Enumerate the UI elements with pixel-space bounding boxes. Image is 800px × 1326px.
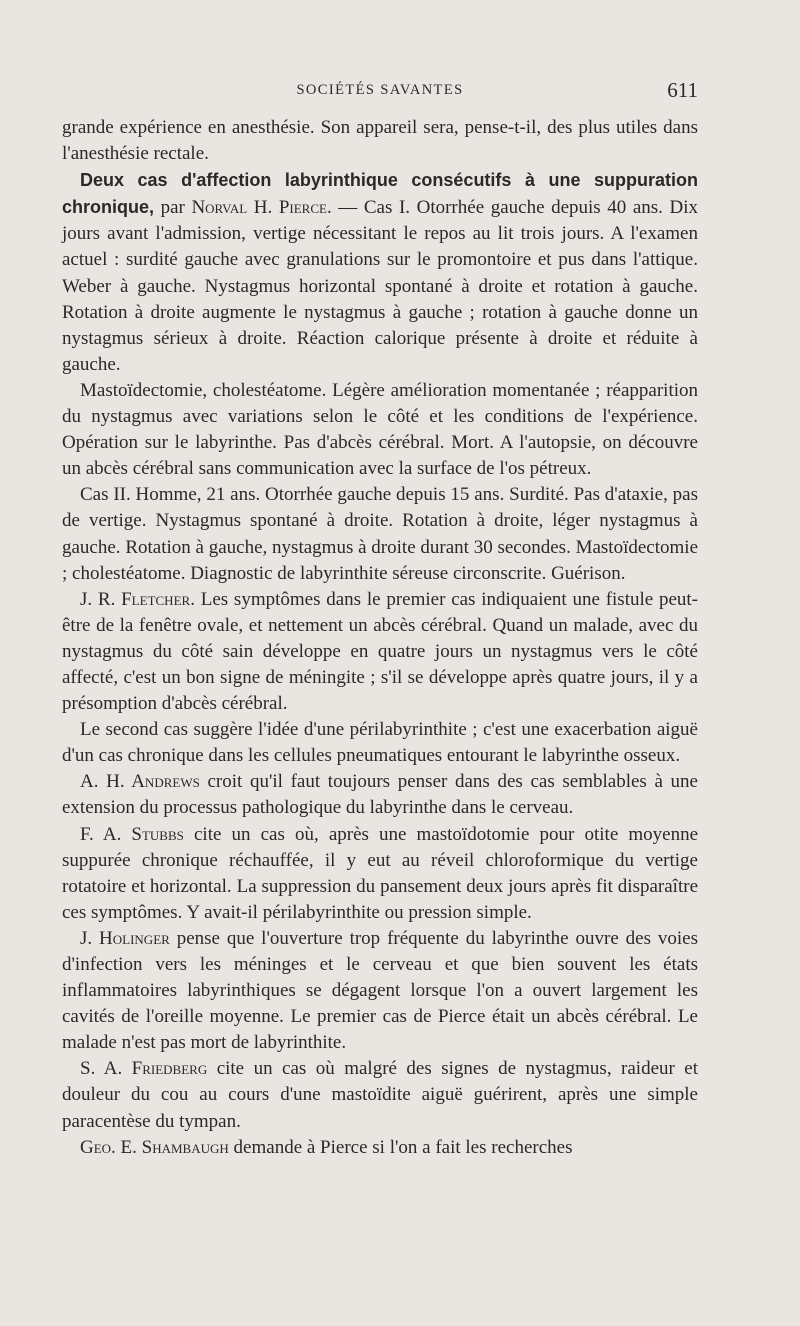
discussant-name: A. H. Andrews xyxy=(80,771,200,793)
paragraph-text: . — Cas I. Otorrhée gauche depuis 40 ans. Dix jours avant l'admission, vertige nécessitant le repos au lit trois jours. A l'examen actuel : surdité gauche avec granulations sur le promontoire et pus dans l'attique. Weber à gauche. Nystagmus horizontal spontané à droite et rotation à gauche. Rotation à droite augmente le nystagmus à gauche ; rotation à gauche donne un nystagmus sérieux à droite. Réaction calorique présente à droite et réduite à gauche. xyxy=(62,197,698,375)
paragraph xyxy=(62,482,698,586)
paragraph-text: Mastoïdectomie, cholestéatome. Légère amélioration momentanée ; réapparition du nystagmus avec variations selon le côté et les conditions de l'expérience. Opération sur le labyrinthe. Pas d'abcès cérébral. Mort. A l'autopsie, on découvre un abcès cérébral sans communication avec la surface de l'os pétreux. xyxy=(62,379,698,480)
paragraph-text: Le second cas suggère l'idée d'une périlabyrinthite ; c'est une exacerbation aiguë d'un cas chronique dans les cellules pneumatiques entourant le labyrinthe osseux. xyxy=(62,719,698,767)
paragraph-discussant xyxy=(62,822,698,926)
page-number: 611 xyxy=(667,78,698,102)
paragraph-text: Cas II. Homme, 21 ans. Otorrhée gauche depuis 15 ans. Surdité. Pas d'ataxie, pas de vertige. Nystagmus spontané à droite. Rotation à droite, léger nystagmus à gauche. Rotation à gauche, nystagmus à droite durant 30 secondes. Mastoïdectomie ; cholestéatome. Diagnostic de labyrinthite séreuse circonscrite. Guérison. xyxy=(62,484,698,584)
discussant-name: J. R. Fletcher xyxy=(80,588,191,610)
paragraph-text: demande à Pierce si l'on a fait les recherches xyxy=(228,1136,573,1158)
byline-connector: par xyxy=(154,197,192,219)
paragraph-text: cite un cas où malgré des signes de nystagmus, raideur et douleur du cou au cours d'une mastoïdite aiguë guérirent, après une simple paracentèse du tympan. xyxy=(62,1058,698,1132)
discussant-name: F. A. Stubbs xyxy=(80,823,184,845)
paragraph-text: cite un cas où, après une mastoïdotomie pour otite moyenne suppurée chronique réchauffée, il y eut au réveil chloroformique du vertige rotatoire et horizontal. La suppression du pansement deux jours après fit disparaître ces symptômes. Y avait-il périlabyrinthite ou pression simple. xyxy=(62,823,698,923)
running-title: SOCIÉTÉS SAVANTES xyxy=(296,82,464,98)
paragraph-discussant xyxy=(62,587,698,717)
paragraph-text: croit qu'il faut toujours penser dans des cas semblables à une extension du processus pathologique du labyrinthe dans le cerveau. xyxy=(62,771,698,819)
discussant-name: J. Holinger xyxy=(80,927,170,949)
author-name: Norval H. Pierce xyxy=(191,197,327,219)
paragraph-text: . Les symptômes dans le premier cas indiquaient une fistule peut-être de la fenêtre ovale, et nettement un abcès cérébral. Quand un malade, avec du nystagmus du côté sain développe en quatre jours un nystagmus vers le côté affecté, c'est un bon signe de méningite ; s'il se développe après quatre jours, il y a présomption d'abcès cérébral. xyxy=(62,588,698,715)
paragraph xyxy=(62,378,698,482)
discussant-name: Geo. E. Shambaugh xyxy=(80,1136,229,1158)
paragraph-text: pense que l'ouverture trop fréquente du labyrinthe ouvre des voies d'infection vers les méninges et le cerveau et que bien souvent les états inflammatoires labyrinthiques se dégagent lorsque l'on a ouvert largement les cavités de l'oreille moyenne. Le premier cas de Pierce était un abcès cérébral. Le malade n'est pas mort de labyrinthite. xyxy=(62,927,698,1054)
paragraph-discussant xyxy=(62,1135,698,1161)
paragraph xyxy=(62,717,698,769)
body-text xyxy=(62,115,698,1161)
article-title: Deux cas d'affection labyrinthique consécutifs à une suppuration chronique, xyxy=(62,170,698,218)
paragraph-continued xyxy=(62,115,698,167)
paragraph-discussant xyxy=(62,769,698,821)
paragraph-article-heading xyxy=(62,167,698,378)
paragraph-discussant xyxy=(62,1056,698,1134)
page-header xyxy=(62,78,698,104)
paragraph-discussant xyxy=(62,926,698,1056)
paragraph-text: grande expérience en anesthésie. Son appareil sera, pense-t-il, des plus utiles dans l'anesthésie rectale. xyxy=(62,117,698,165)
discussant-name: S. A. Friedberg xyxy=(80,1058,208,1080)
